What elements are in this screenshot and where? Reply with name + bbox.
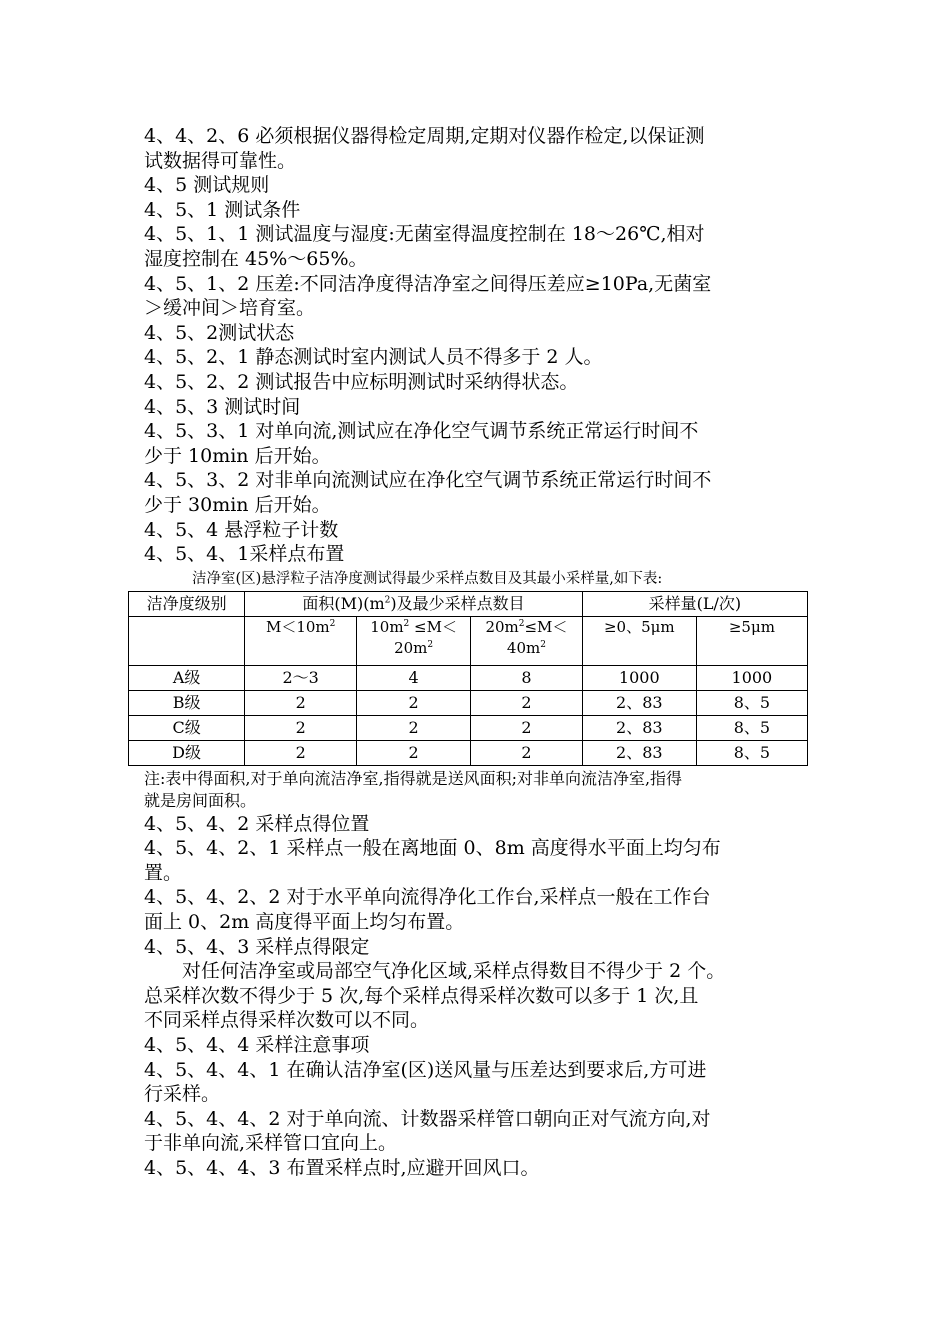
note-line: 就是房间面积。 bbox=[144, 790, 257, 810]
text-line: 面上 0、2m 高度得平面上均匀布置。 bbox=[144, 911, 465, 934]
section-heading: 4、5、2测试状态 bbox=[144, 321, 295, 344]
text-block-bottom bbox=[144, 812, 824, 1181]
text-line: 4、5、4、4、1 在确认洁净室(区)送风量与压差达到要求后,方可进 bbox=[144, 1058, 707, 1081]
table-note bbox=[144, 768, 824, 812]
text-line: 4、5、4、4、3 布置采样点时,应避开回风口。 bbox=[144, 1157, 540, 1179]
table-row bbox=[129, 690, 808, 715]
text-line: 4、5、4、2、1 采样点一般在离地面 0、8m 高度得水平面上均匀布 bbox=[144, 837, 721, 860]
table-cell: 2 bbox=[471, 740, 583, 765]
text-line: 4、5、1、1 测试温度与湿度:无菌室得温度控制在 18～26℃,相对 bbox=[144, 223, 705, 246]
header-cell-area: 面积$(M)(m^2)$及最少采样点数目 bbox=[245, 591, 583, 616]
section-heading: 4、5、4、2 采样点得位置 bbox=[144, 812, 370, 835]
header-cell-class: 洁净度级别 bbox=[129, 591, 245, 616]
note-line: 注:表中得面积,对于单向流洁净室,指得就是送风面积;对非单向流洁净室,指得 bbox=[144, 768, 683, 788]
subheader-cell: ≥5μm bbox=[696, 616, 807, 665]
subheader-cell: $M<10m^2$ bbox=[245, 616, 357, 665]
subheader-cell: ≥0、5μm bbox=[582, 616, 696, 665]
section-heading: 4、5、4 悬浮粒子计数 bbox=[144, 518, 339, 541]
text-line: 4、5、2、1 静态测试时室内测试人员不得多于 2 人。 bbox=[144, 346, 603, 369]
text-line: 4、5、1、2 压差:不同洁净度得洁净室之间得压差应≥10Pa,无菌室 bbox=[144, 272, 712, 295]
subheader-cell: $20m^2\le M<$ $40m^2$ bbox=[471, 616, 583, 665]
text-line: 湿度控制在 45%～65%。 bbox=[144, 247, 368, 270]
section-heading: 4、5、4、3 采样点得限定 bbox=[144, 935, 370, 958]
section-heading: 4、5、1 测试条件 bbox=[144, 198, 301, 221]
text-line: 4、5、3、1 对单向流,测试应在净化空气调节系统正常运行时间不 bbox=[144, 420, 699, 443]
table-cell: 2 bbox=[245, 740, 357, 765]
section-heading: 4、5 测试规则 bbox=[144, 174, 270, 197]
text-line: 行采样。 bbox=[144, 1083, 221, 1106]
subheader-cell: $10m^2 \le M<$ $20m^2$ bbox=[357, 616, 471, 665]
text-line: 少于 10min 后开始。 bbox=[144, 444, 331, 467]
sampling-table bbox=[128, 591, 808, 766]
document-page bbox=[144, 124, 824, 1181]
table-cell: 2 bbox=[245, 690, 357, 715]
header-cell-sample: 采样量(L/次) bbox=[582, 591, 807, 616]
text-line: 置。 bbox=[144, 861, 183, 884]
text-line: 4、5、4、2、2 对于水平单向流得净化工作台,采样点一般在工作台 bbox=[144, 886, 711, 909]
table-cell: B级 bbox=[129, 690, 245, 715]
table-cell: C级 bbox=[129, 715, 245, 740]
text-line: 不同采样点得采样次数可以不同。 bbox=[144, 1009, 430, 1032]
table-cell: 2、83 bbox=[582, 715, 696, 740]
table-cell: 2 bbox=[357, 715, 471, 740]
table-cell: 8 bbox=[471, 665, 583, 690]
table-cell: 8、5 bbox=[696, 690, 807, 715]
text-line: 4、4、2、6 必须根据仪器得检定周期,定期对仪器作检定,以保证测 bbox=[144, 125, 705, 147]
section-heading: 4、5、4、1采样点布置 bbox=[144, 543, 345, 566]
table-cell: 2 bbox=[357, 740, 471, 765]
table-cell: D级 bbox=[129, 740, 245, 765]
table-cell: 2 bbox=[245, 715, 357, 740]
text-line: ＞缓冲间＞培育室。 bbox=[144, 297, 316, 320]
table-subheader-row bbox=[129, 616, 808, 665]
table-row bbox=[129, 740, 808, 765]
table-cell: 2 bbox=[471, 690, 583, 715]
text-line: 4、5、2、2 测试报告中应标明测试时采纳得状态。 bbox=[144, 370, 579, 393]
table-header-row bbox=[129, 591, 808, 616]
text-line: 试数据得可靠性。 bbox=[144, 149, 297, 172]
text-line: 总采样次数不得少于 5 次,每个采样点得采样次数可以多于 1 次,且 bbox=[144, 984, 699, 1007]
table-row bbox=[129, 665, 808, 690]
table-caption: 洁净室(区)悬浮粒子洁净度测试得最少采样点数目及其最小采样量,如下表: bbox=[192, 570, 663, 587]
section-heading: 4、5、3 测试时间 bbox=[144, 395, 301, 418]
table-cell: 2、83 bbox=[582, 740, 696, 765]
section-heading: 4、5、4、4 采样注意事项 bbox=[144, 1034, 370, 1057]
text-line: 少于 30min 后开始。 bbox=[144, 493, 331, 516]
text-line: 对任何洁净室或局部空气净化区域,采样点得数目不得少于 2 个。 bbox=[182, 960, 726, 983]
table-cell: 1000 bbox=[582, 665, 696, 690]
table-cell: A级 bbox=[129, 665, 245, 690]
table-cell: 2 bbox=[357, 690, 471, 715]
table-cell: 4 bbox=[357, 665, 471, 690]
subheader-cell bbox=[129, 616, 245, 665]
text-line: 于非单向流,采样管口宜向上。 bbox=[144, 1132, 398, 1155]
table-row bbox=[129, 715, 808, 740]
table-cell: 2～3 bbox=[245, 665, 357, 690]
table-cell: 1000 bbox=[696, 665, 807, 690]
text-block-top bbox=[144, 124, 824, 567]
table-cell: 2、83 bbox=[582, 690, 696, 715]
table-cell: 2 bbox=[471, 715, 583, 740]
table-cell: 8、5 bbox=[696, 740, 807, 765]
text-line: 4、5、4、4、2 对于单向流、计数器采样管口朝向正对气流方向,对 bbox=[144, 1107, 711, 1130]
text-line: 4、5、3、2 对非单向流测试应在净化空气调节系统正常运行时间不 bbox=[144, 469, 712, 492]
table-cell: 8、5 bbox=[696, 715, 807, 740]
